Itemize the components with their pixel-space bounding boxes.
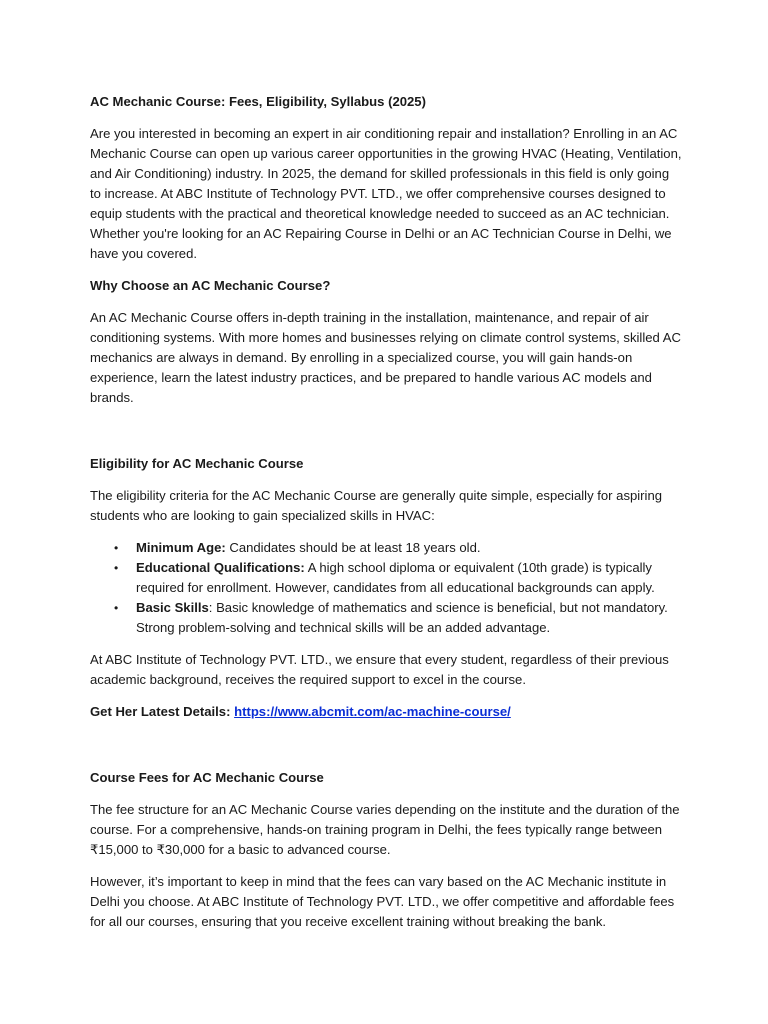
- intro-paragraph: Are you interested in becoming an expert in air conditioning repair and installation? Enrolling in an AC Mechanic Course can open up various career opportunities in the growing HVAC (Heating, Ventilation, and Air Conditioning) industry. In 2025, the demand for skilled professionals in this field is only going to increase. At ABC Institute of Technology PVT. LTD., we offer comprehensive courses designed to equip students with the practical and theoretical knowledge needed to succeed as an AC technician. Whether you're looking for an AC Repairing Course in Delhi or an AC Technician Course in Delhi, we have you covered.: [90, 126, 682, 261]
- bullet-icon: •: [114, 561, 119, 575]
- details-label: Get Her Latest Details:: [90, 704, 231, 719]
- bullet-icon: •: [114, 601, 119, 615]
- eligibility-heading: Eligibility for AC Mechanic Course: [90, 456, 304, 471]
- eligibility-intro: The eligibility criteria for the AC Mechanic Course are generally quite simple, especially for aspiring students who are looking to gain specialized skills in HVAC:: [90, 488, 663, 523]
- list-item: [114, 538, 682, 558]
- list-item-text: A high school diploma or equivalent (10th grade) is typically required for enrollment. However, candidates from all educational backgrounds can apply.: [136, 560, 655, 595]
- document-page: [90, 92, 682, 944]
- list-item-label: Basic Skills: [136, 600, 209, 615]
- list-item-text: Candidates should be at least 18 years old.: [225, 540, 481, 555]
- list-item-label: Minimum Age:: [136, 540, 226, 555]
- why-paragraph: An AC Mechanic Course offers in-depth training in the installation, maintenance, and repair of air conditioning systems. With more homes and businesses relying on climate control systems, skilled AC mechanics are always in demand. By enrolling in a specialized course, you will gain hands-on experience, learn the latest industry practices, and be prepared to handle various AC models and brands.: [90, 310, 681, 405]
- details-line: [90, 702, 682, 722]
- fees-paragraph-2: However, it’s important to keep in mind that the fees can vary based on the AC Mechanic institute in Delhi you choose. At ABC Institute of Technology PVT. LTD., we offer competitive and affordable fees for all our courses, ensuring that you receive excellent training without breaking the bank.: [90, 874, 675, 929]
- bullet-icon: •: [114, 541, 119, 555]
- list-item-label: Educational Qualifications:: [136, 560, 305, 575]
- why-heading: Why Choose an AC Mechanic Course?: [90, 278, 331, 293]
- list-item-text: : Basic knowledge of mathematics and science is beneficial, but not mandatory. Strong problem-solving and technical skills will be an added advantage.: [136, 600, 668, 635]
- list-item: [114, 598, 682, 638]
- list-item: [114, 558, 682, 598]
- eligibility-closing: At ABC Institute of Technology PVT. LTD., we ensure that every student, regardless of their previous academic background, receives the required support to excel in the course.: [90, 652, 669, 687]
- document-title: AC Mechanic Course: Fees, Eligibility, Syllabus (2025): [90, 94, 426, 109]
- fees-heading: Course Fees for AC Mechanic Course: [90, 770, 324, 785]
- details-link[interactable]: https://www.abcmit.com/ac-machine-course/: [234, 704, 511, 719]
- eligibility-list: [90, 538, 682, 638]
- fees-paragraph-1: The fee structure for an AC Mechanic Course varies depending on the institute and the duration of the course. For a comprehensive, hands-on training program in Delhi, the fees typically range between ₹15,000 to ₹30,000 for a basic to advanced course.: [90, 802, 680, 857]
